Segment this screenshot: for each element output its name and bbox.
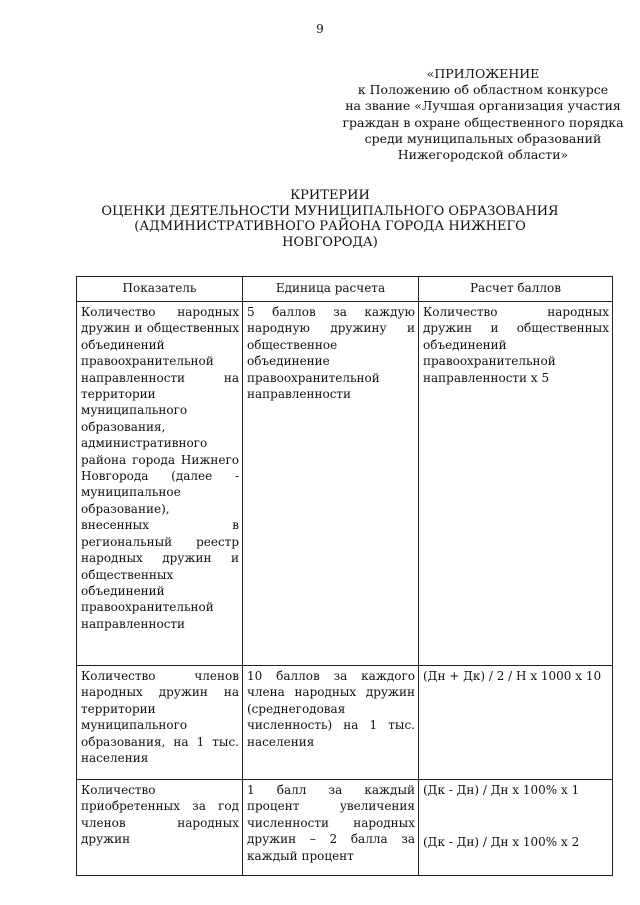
indicator-cell: Количество членов народных дружин на территории муниципального образования, на 1 тыс. населения <box>77 666 243 780</box>
table-row <box>77 666 613 780</box>
indicator-cell: Количество народных дружин и общественных объединений правоохранительной направленности на территории муниципального образования, административного района города Нижнего Новгорода (далее - муниципальное образование), внесенных в региональный реестр народных дружин и общественных объединений правоохранительной направленности <box>77 302 243 666</box>
table-header-row <box>77 277 613 302</box>
column-header-unit: Единица расчета <box>243 277 419 302</box>
score-cell: Количество народных дружин и общественных объединений правоохранительной направленности х 5 <box>419 302 613 666</box>
indicator-cell: Количество приобретенных за год членов народных дружин <box>77 780 243 876</box>
title-line: НОВГОРОДА) <box>282 234 378 250</box>
appendix-line: среди муниципальных образований <box>364 130 602 146</box>
appendix-line: Нижегородской области» <box>397 147 569 163</box>
appendix-line: к Положению об областном конкурсе <box>357 82 609 98</box>
appendix-line: «ПРИЛОЖЕНИЕ <box>426 66 540 81</box>
unit-cell: 1 балл за каждый процент увеличения численности народных дружин – 2 балла за каждый процент <box>243 780 419 876</box>
score-cell <box>419 780 613 876</box>
title-line: (АДМИНИСТРАТИВНОГО РАЙОНА ГОРОДА НИЖНЕГО <box>134 219 526 234</box>
table-row <box>77 302 613 666</box>
score-formula-2: (Дк - Дн) / Дн х 100% х 2 <box>423 835 580 850</box>
document-title <box>100 188 560 250</box>
score-formula-1: (Дк - Дн) / Дн х 100% х 1 <box>423 783 580 797</box>
title-line: КРИТЕРИИ <box>290 188 370 203</box>
page-number: 9 <box>316 22 324 36</box>
appendix-line: граждан в охране общественного порядка <box>342 114 624 130</box>
criteria-table <box>76 276 613 876</box>
formula-spacer <box>423 798 609 834</box>
appendix-heading <box>333 66 633 163</box>
title-line: ОЦЕНКИ ДЕЯТЕЛЬНОСТИ МУНИЦИПАЛЬНОГО ОБРАЗОВАНИЯ <box>101 203 559 219</box>
table-row <box>77 780 613 876</box>
unit-cell: 5 баллов за каждую народную дружину и общественное объединение правоохранительной направленности <box>243 302 419 666</box>
column-header-indicator: Показатель <box>77 277 243 302</box>
appendix-line: на звание «Лучшая организация участия <box>345 98 621 114</box>
unit-cell: 10 баллов за каждого члена народных дружин (среднегодовая численность) на 1 тыс. населения <box>243 666 419 780</box>
score-cell: (Дн + Дк) / 2 / Н х 1000 х 10 <box>419 666 613 780</box>
column-header-score: Расчет баллов <box>419 277 613 302</box>
